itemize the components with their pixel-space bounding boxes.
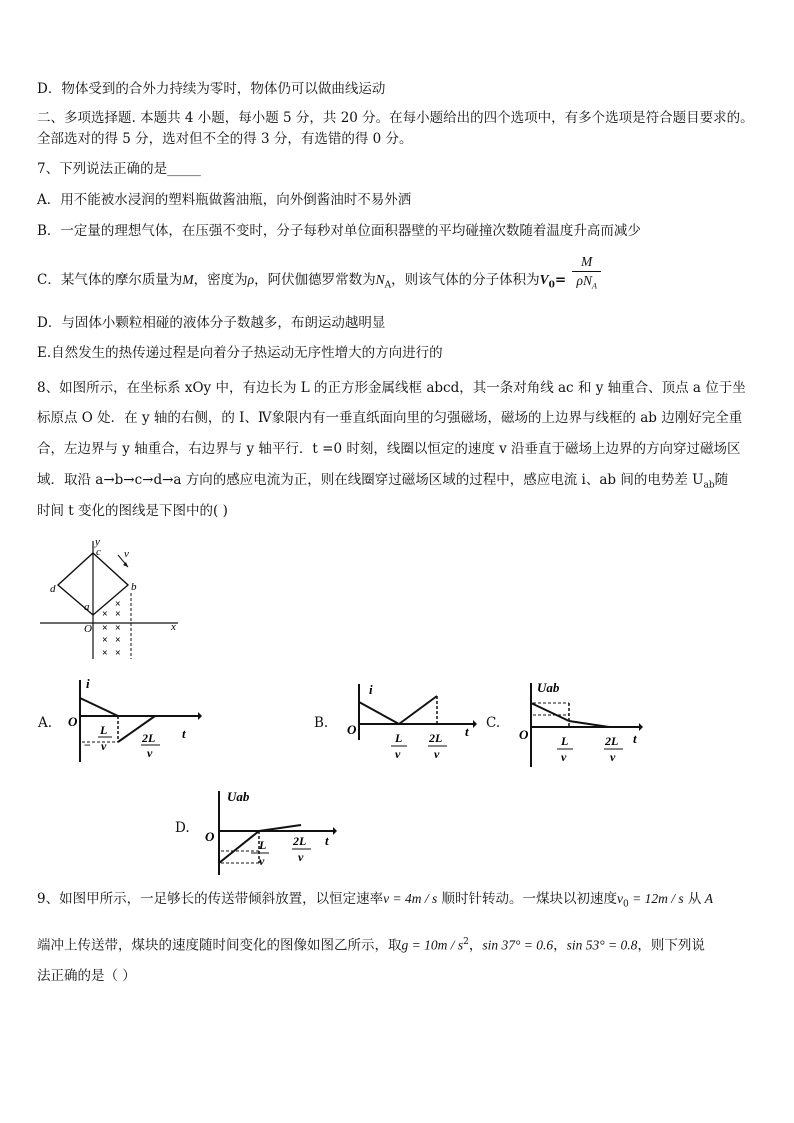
- axis-label-uab: Uab: [227, 789, 250, 804]
- tick-v: v: [101, 739, 107, 753]
- curve-segment: [80, 698, 118, 716]
- q7-option-b: B．一定量的理想气体，在压强不变时，分子每秒对单位面积器壁的平均碰撞次数随着温度升高而减少: [37, 223, 641, 239]
- curve-segment: [359, 702, 399, 724]
- tick-v: v: [395, 747, 401, 761]
- tick-v: v: [298, 850, 304, 864]
- q6-option-d: D．物体受到的合外力持续为零时，物体仍可以做曲线运动: [37, 81, 386, 97]
- option-a-graph: [68, 676, 203, 766]
- axis-label-uab: Uab: [537, 680, 560, 695]
- tick-v: v: [610, 750, 616, 764]
- axis-label-t: t: [182, 726, 186, 741]
- option-d-label: D.: [175, 820, 190, 836]
- option-c-graph: [513, 679, 648, 771]
- q7-stem: 7、下列说法正确的是_____: [37, 161, 201, 177]
- label-v: v: [124, 548, 129, 560]
- tick-L: L: [259, 838, 267, 852]
- option-b-label: B.: [314, 715, 329, 731]
- field-cross: ×: [102, 648, 108, 659]
- axis-label-t: t: [633, 731, 637, 746]
- q7-option-a: A．用不能被水浸润的塑料瓶做酱油瓶，向外倒酱油时不易外洒: [37, 192, 412, 208]
- axis-label-i: i: [369, 682, 373, 697]
- tick-v: v: [561, 750, 567, 764]
- field-cross: ×: [115, 599, 121, 610]
- field-cross: ×: [102, 623, 108, 634]
- tick-v: v: [434, 747, 440, 761]
- axis-label-t: t: [325, 833, 329, 848]
- q9-line3: 法正确的是（ ）: [37, 968, 136, 984]
- origin-label: O: [205, 829, 215, 844]
- tick-2L: 2L: [142, 731, 156, 745]
- option-a-label: A.: [38, 715, 53, 731]
- q9-line2: 端冲上传送带，煤块的速度随时间变化的图像如图乙所示，取$g = 10m / s^2$，sin 37° = 0.6，sin 53° = 0.8，则下列说: [37, 937, 705, 954]
- q8-line3: 合，左边界与 y 轴重合，右边界与 y 轴平行．t =0 时刻，线圈以恒定的速度 v 沿垂直于磁场上边界的方向穿过磁场区: [37, 441, 741, 457]
- curve-segment: [399, 696, 437, 724]
- tick-L: L: [561, 734, 569, 748]
- label-c: c: [96, 546, 101, 558]
- label-b: b: [131, 581, 137, 593]
- tick-2L: 2L: [293, 834, 307, 848]
- field-cross: ×: [115, 635, 121, 646]
- field-cross: ×: [115, 648, 121, 659]
- option-c-label: C.: [486, 715, 501, 731]
- option-b-graph: [345, 680, 480, 770]
- tick-2L: 2L: [429, 731, 443, 745]
- label-a: a: [84, 601, 90, 613]
- label-x: x: [171, 621, 176, 633]
- q8-line1: 8、如图所示，在坐标系 xOy 中，有边长为 L 的正方形金属线框 abcd，其一条对角线 ac 和 y 轴重合、顶点 a 位于坐: [37, 380, 746, 396]
- tick-v: v: [147, 746, 153, 760]
- q8-line4: 域．取沿 a→b→c→d→a 方向的感应电流为正，则在线圈穿过磁场区域的过程中，感应电流 i、ab 间的电势差 $U_{ab}$随: [37, 472, 729, 491]
- field-cross: ×: [115, 609, 121, 620]
- curve-segment: [219, 831, 259, 863]
- origin-label: O: [68, 714, 78, 729]
- q7-option-c: C．某气体的摩尔质量为M，密度为ρ，阿伏伽德罗常数为$N_A$，则该气体的分子体积为$V_0=$ $\frac{M}{\rho N_A}$: [37, 259, 601, 302]
- label-y: y: [95, 536, 100, 548]
- label-d: d: [50, 583, 56, 595]
- field-cross: ×: [102, 609, 108, 620]
- field-cross: ×: [102, 635, 108, 646]
- label-O: O: [84, 623, 92, 635]
- origin-label: O: [347, 722, 357, 737]
- curve-segment: [531, 703, 569, 721]
- q9-line1: 9、如图甲所示，一足够长的传送带倾斜放置，以恒定速率v = 4m / s 顺时针转动。一煤块以初速度$v_0 = 12m / s$ 从 A: [37, 891, 714, 910]
- q8-line2: 标原点 O 处．在 y 轴的右侧，的 I、Ⅳ象限内有一垂直纸面向里的匀强磁场，磁场的上边界与线框的 ab 边刚好完全重: [37, 410, 743, 426]
- volume-fraction: $\frac{M}{\rho N_A}$: [572, 253, 600, 296]
- tick-2L: 2L: [605, 734, 619, 748]
- section2-line1: 二、多项选择题. 本题共 4 小题，每小题 5 分，共 20 分。在每小题给出的四个选项中，有多个选项是符合题目要求的。: [37, 110, 754, 126]
- magnetic-field-crosses: [102, 599, 121, 659]
- tick-L: L: [395, 731, 403, 745]
- section2-line2: 全部选对的得 5 分，选对但不全的得 3 分，有选错的得 0 分。: [37, 131, 413, 147]
- q8-line5: 时间 t 变化的图线是下图中的( ): [37, 503, 228, 519]
- axis-label-i: i: [86, 676, 90, 691]
- q7-option-d: D．与固体小颗粒相碰的液体分子数越多，布朗运动越明显: [37, 315, 386, 331]
- tick-v: v: [259, 854, 265, 868]
- tick-L: L: [100, 723, 108, 737]
- option-d-graph: [203, 787, 343, 877]
- field-cross: ×: [115, 623, 121, 634]
- q7-option-e: E.自然发生的热传递过程是向着分子热运动无序性增大的方向进行的: [37, 345, 443, 361]
- velocity-arrowhead: [123, 562, 128, 567]
- minus-sign: −: [84, 738, 91, 752]
- origin-label: O: [519, 727, 529, 742]
- q8-loop-figure: [40, 535, 190, 663]
- axis-label-t: t: [465, 724, 469, 739]
